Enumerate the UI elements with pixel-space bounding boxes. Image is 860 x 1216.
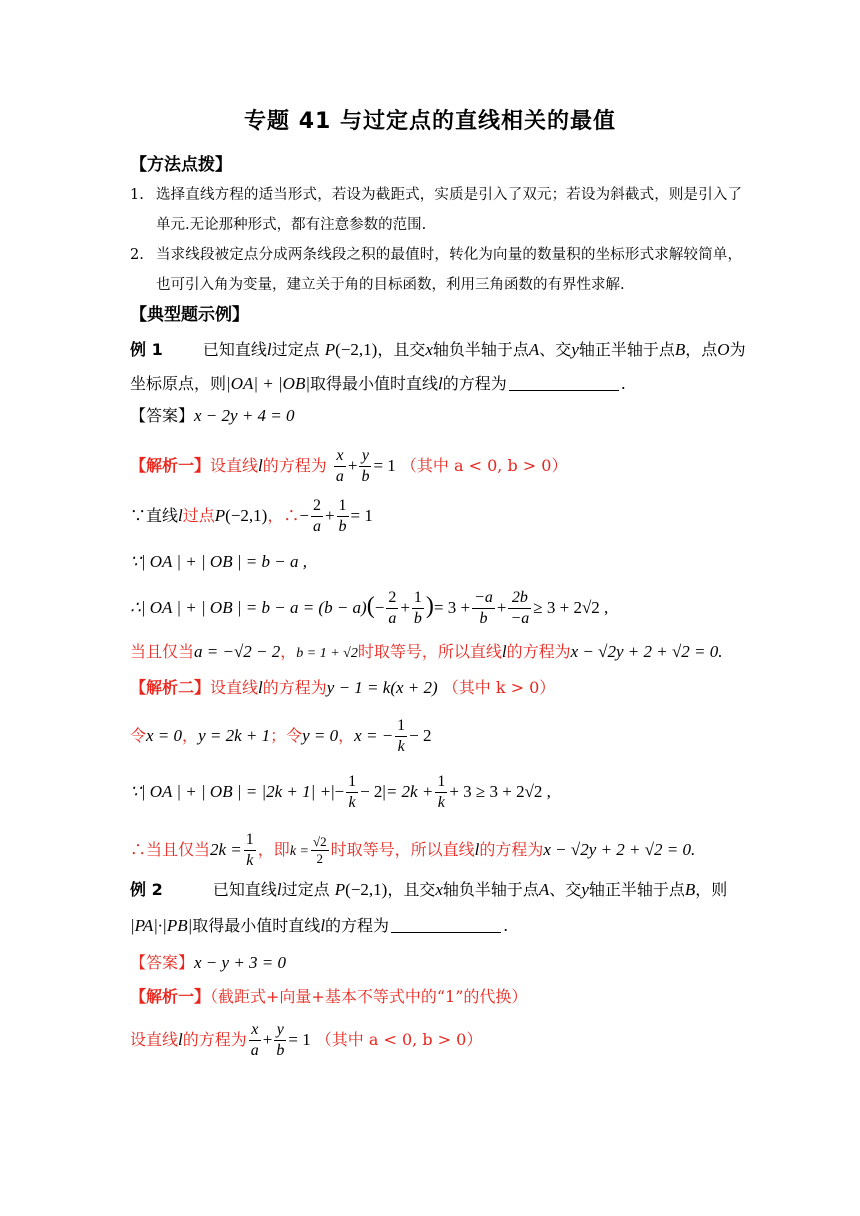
- math: (: [366, 593, 375, 619]
- math: l: [178, 506, 183, 525]
- text: 、交: [549, 880, 582, 899]
- text: 当且仅当: [130, 642, 195, 661]
- ex1-solution2-step2: [130, 772, 551, 813]
- math: l: [266, 340, 272, 359]
- solution-label: 【解析一】: [130, 987, 211, 1006]
- fraction: [249, 1020, 261, 1061]
- text: 取得最小值时直线: [310, 374, 439, 393]
- ex1-label: 例 1: [130, 340, 163, 359]
- text: 设直线: [210, 678, 259, 697]
- math: ∵| OA | + | OB | = |2k + 1| +: [130, 782, 332, 801]
- denominator: k: [246, 852, 254, 869]
- math: y: [581, 880, 589, 899]
- denominator: a: [388, 610, 397, 627]
- ex2-solution1-setup: [130, 1020, 482, 1061]
- text: .: [503, 916, 509, 935]
- math: l: [258, 678, 263, 697]
- numerator: √2: [312, 834, 327, 849]
- answer-value: x − y + 3 = 0: [194, 953, 287, 972]
- method-item-2: [130, 240, 742, 300]
- math: − 2: [409, 726, 432, 745]
- condition: （其中 a < 0, b > 0）: [315, 1030, 483, 1049]
- ex1-solution1-step1: [130, 496, 373, 537]
- fraction: [359, 446, 371, 487]
- math: +: [262, 1030, 273, 1049]
- math: ≥ 3 + 2√2 ,: [533, 598, 609, 617]
- text: 令: [130, 726, 147, 745]
- text: ，即: [257, 840, 290, 859]
- denominator: −a: [510, 610, 530, 627]
- text: 轴负半轴于点: [432, 340, 529, 359]
- denominator: k: [397, 738, 405, 755]
- math: l: [276, 880, 282, 899]
- math: +: [324, 506, 335, 525]
- math: b = 1 + √2: [296, 646, 358, 661]
- text: 为: [729, 340, 746, 359]
- ex1-solution2-conclusion: [130, 830, 695, 871]
- text: 的方程为: [325, 916, 390, 935]
- math: P: [214, 506, 226, 525]
- fraction: [472, 588, 495, 629]
- text: ，点: [685, 340, 718, 359]
- fraction: [508, 588, 531, 629]
- math: = 2k +: [385, 782, 434, 801]
- solution-note: （截距式+向量+基本不等式中的“1”的代换）: [210, 987, 528, 1006]
- text: 取得最小值时直线: [192, 916, 321, 935]
- math: x = −: [354, 726, 394, 745]
- text: 轴正半轴于点: [578, 340, 675, 359]
- math: (−2,1): [345, 880, 388, 899]
- denominator: 2: [316, 851, 324, 866]
- denominator: b: [413, 610, 422, 627]
- numerator: 2: [386, 588, 398, 609]
- fraction: [244, 830, 256, 871]
- math: +: [347, 456, 358, 475]
- math: = 1: [288, 1030, 311, 1049]
- text: 、交: [539, 340, 572, 359]
- method-heading: 【方法点拨】: [130, 155, 232, 175]
- fraction: [412, 588, 424, 629]
- text: ，: [338, 726, 355, 745]
- answer-label: 【答案】: [130, 406, 195, 425]
- numerator: 1: [337, 496, 349, 517]
- fraction: [395, 716, 407, 757]
- math: = 1: [373, 456, 396, 475]
- fraction: [334, 446, 346, 487]
- text: ，且交: [387, 880, 436, 899]
- denominator: a: [250, 1042, 259, 1059]
- method-item-1: [130, 180, 742, 240]
- text: 设直线: [210, 456, 259, 475]
- answer-blank: [509, 390, 619, 391]
- math: x: [435, 880, 443, 899]
- fraction: [435, 772, 447, 813]
- math: a = −√2 − 2: [194, 642, 281, 661]
- numerator: 1: [435, 772, 447, 793]
- math: x = 0: [146, 726, 183, 745]
- ex1-solution1-step3: [130, 588, 608, 629]
- math: x − √2y + 2 + √2 = 0.: [570, 642, 723, 661]
- numerator: −a: [472, 588, 495, 609]
- math: + 3 ≥ 3 + 2√2 ,: [449, 782, 551, 801]
- text: ，且交: [377, 340, 426, 359]
- ex1-solution2-setup: [130, 678, 555, 698]
- solution-label: 【解析二】: [130, 678, 211, 697]
- denominator: b: [276, 1042, 285, 1059]
- math: l: [258, 456, 263, 475]
- math: − 2|: [360, 782, 386, 801]
- math: |−: [331, 782, 345, 801]
- text: 的方程为: [442, 374, 507, 393]
- text: ；令: [270, 726, 303, 745]
- math: l: [320, 916, 326, 935]
- numerator: 1: [244, 830, 256, 851]
- ex2-solution1-label: [130, 987, 527, 1006]
- ex2-question-line1: [130, 880, 727, 900]
- ex1-answer: [130, 406, 295, 426]
- text: ，∴: [267, 506, 300, 525]
- math: = 1: [350, 506, 373, 525]
- answer-value: x − 2y + 4 = 0: [194, 406, 295, 425]
- item-number: 2.: [130, 247, 144, 263]
- text: 坐标原点，则: [130, 374, 227, 393]
- math: y: [571, 340, 579, 359]
- denominator: k: [348, 794, 356, 811]
- math: 2k =: [210, 840, 242, 859]
- text: .: [620, 374, 626, 393]
- math: y = 2k + 1: [198, 726, 271, 745]
- ex1-question-line1: [130, 340, 746, 360]
- math: ): [425, 593, 434, 619]
- denominator: a: [312, 518, 321, 535]
- fraction: [346, 772, 358, 813]
- text: 的方程为: [479, 840, 544, 859]
- math: P: [324, 340, 336, 359]
- math: l: [501, 642, 507, 661]
- page-title: 专题 41 与过定点的直线相关的最值: [244, 109, 616, 134]
- math: = 3 +: [433, 598, 471, 617]
- math: −: [299, 506, 309, 525]
- examples-heading: 【典型题示例】: [130, 305, 249, 325]
- text: 设直线: [130, 1030, 179, 1049]
- answer-label: 【答案】: [130, 953, 195, 972]
- text: 轴负半轴于点: [442, 880, 539, 899]
- math: A: [528, 340, 540, 359]
- text: ，则: [695, 880, 728, 899]
- solution-label: 【解析一】: [130, 456, 211, 475]
- math: x − √2y + 2 + √2 = 0.: [543, 840, 696, 859]
- fraction: [274, 1020, 286, 1061]
- text: 轴正半轴于点: [588, 880, 685, 899]
- math: O: [717, 340, 730, 359]
- denominator: k: [437, 794, 445, 811]
- ex2-question-line2: [130, 916, 508, 936]
- item-number: 1.: [130, 187, 144, 203]
- math: y − 1 = k(x + 2): [326, 678, 438, 697]
- numerator: x: [249, 1020, 261, 1041]
- math: ∴| OA | + | OB | = b − a = (b − a): [130, 598, 367, 617]
- text: 的方程为: [182, 1030, 247, 1049]
- math: (−2,1): [335, 340, 378, 359]
- condition: （其中 k > 0）: [442, 678, 556, 697]
- numerator: y: [359, 446, 371, 467]
- math: (−2,1): [225, 506, 268, 525]
- fraction: [311, 496, 323, 537]
- math: B: [674, 340, 686, 359]
- ex1-solution1-step2: [130, 552, 307, 572]
- math: A: [538, 880, 550, 899]
- math: x: [425, 340, 433, 359]
- math: B: [684, 880, 696, 899]
- ex1-question-line2: [130, 374, 626, 394]
- numerator: 2: [311, 496, 323, 517]
- numerator: 1: [395, 716, 407, 737]
- text: 时取等号，所以直线: [330, 840, 475, 859]
- text: ∴当且仅当: [130, 840, 211, 859]
- ex1-solution1-conclusion: [130, 642, 723, 663]
- text: ，: [280, 642, 297, 661]
- condition: （其中 a < 0, b > 0）: [400, 456, 568, 475]
- fraction: [386, 588, 398, 629]
- math: |OA| + |OB|: [226, 374, 311, 393]
- denominator: b: [338, 518, 347, 535]
- math: +: [400, 598, 410, 617]
- fraction: [311, 834, 329, 867]
- text: 时取等号，所以直线: [357, 642, 502, 661]
- math: |PA|·|PB|: [130, 916, 193, 935]
- fraction: [337, 496, 349, 537]
- text: 的方程为: [262, 678, 327, 697]
- ex1-solution1-setup: [130, 446, 567, 487]
- denominator: b: [361, 468, 370, 485]
- item-text: 当求线段被定点分成两条线段之积的最值时，转化为向量的数量积的坐标形式求解较简单，也可引入角为变量，建立关于角的目标函数，利用三角函数的有界性求解.: [156, 247, 742, 293]
- text: 过定点: [281, 880, 330, 899]
- text: ∵直线: [130, 506, 179, 525]
- text: 的方程为: [506, 642, 571, 661]
- text: 过定点: [271, 340, 320, 359]
- text: 的方程为: [262, 456, 327, 475]
- numerator: 1: [412, 588, 424, 609]
- ex2-label: 例 2: [130, 880, 163, 899]
- math: l: [474, 840, 480, 859]
- numerator: x: [334, 446, 346, 467]
- math: ∵| OA | + | OB | = b − a ,: [130, 552, 307, 571]
- math: l: [178, 1030, 183, 1049]
- numerator: 1: [346, 772, 358, 793]
- denominator: b: [479, 610, 488, 627]
- answer-blank: [391, 932, 501, 933]
- math: k =: [289, 844, 309, 859]
- numerator: y: [274, 1020, 286, 1041]
- ex2-answer: [130, 953, 286, 973]
- numerator: 2b: [508, 588, 531, 609]
- text: 已知直线: [202, 340, 267, 359]
- math: l: [438, 374, 443, 393]
- math: y = 0: [302, 726, 339, 745]
- text: ，: [182, 726, 199, 745]
- ex1-solution2-step1: [130, 716, 432, 757]
- math: −: [374, 598, 385, 617]
- item-text: 选择直线方程的适当形式，若设为截距式，实质是引入了双元；若设为斜截式，则是引入了单元.无论那种形式，都有注意参数的范围.: [156, 187, 742, 233]
- math: P: [334, 880, 346, 899]
- text: 已知直线: [212, 880, 277, 899]
- math: +: [496, 598, 507, 617]
- denominator: a: [335, 468, 344, 485]
- text: 过点: [182, 506, 215, 525]
